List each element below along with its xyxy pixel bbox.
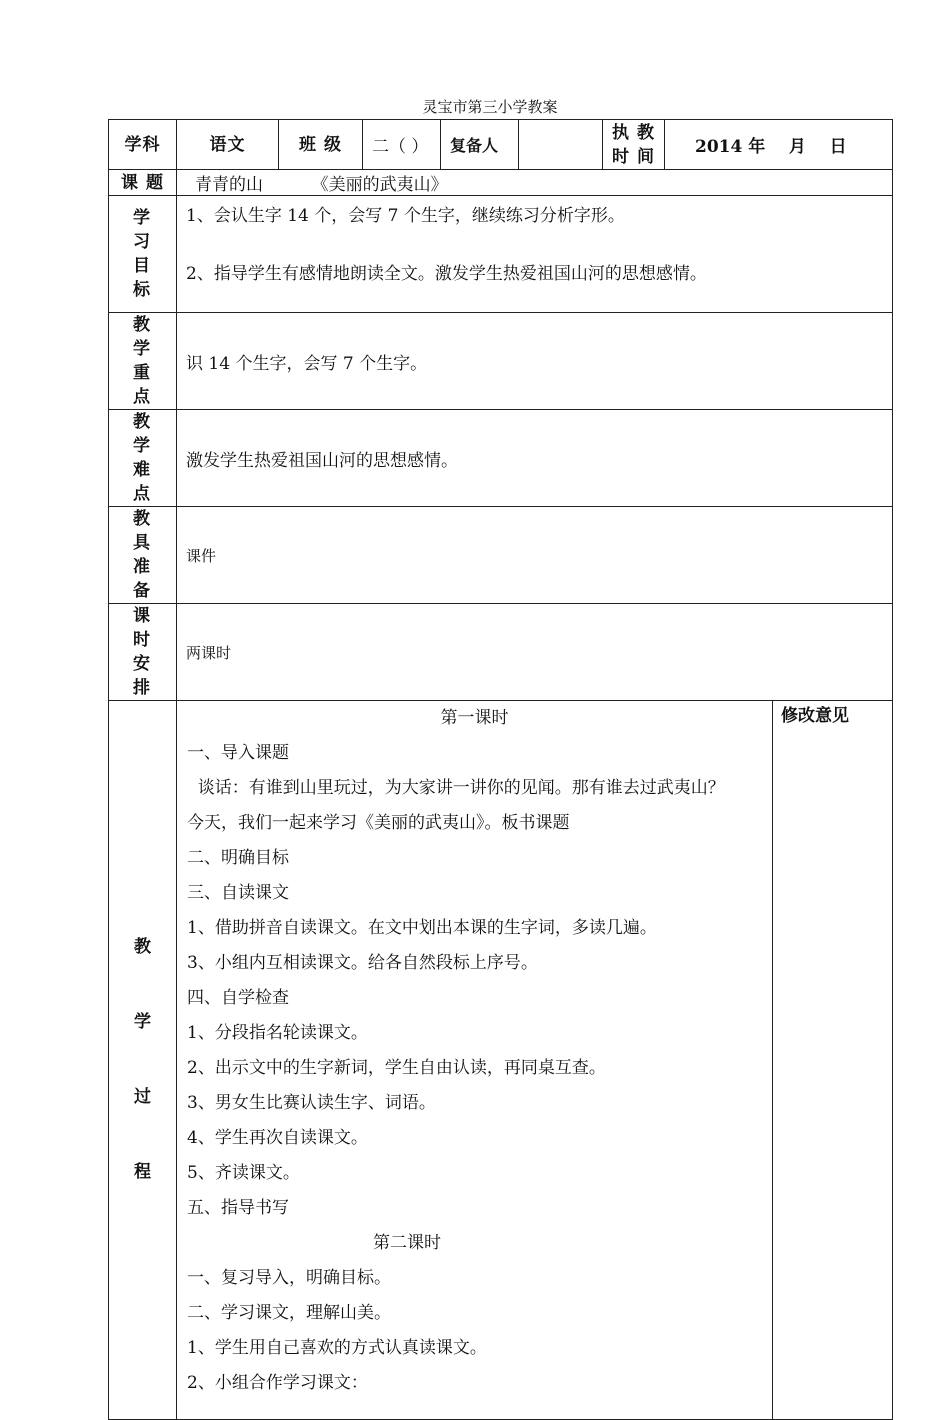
difficulties-label (109, 410, 177, 507)
process-line: 谈话：有谁到山里玩过，为大家讲一讲你的见闻。那有谁去过武夷山？ (187, 778, 725, 798)
tools-label-line-1: 教 具 (133, 509, 164, 553)
teach-time-label (603, 120, 665, 170)
process-label-char: 学 (134, 1012, 151, 1032)
process-line: 4、学生再次自读课文。 (187, 1128, 368, 1148)
topic-row (109, 170, 893, 196)
process-line: 二、学习课文，理解山美。 (187, 1303, 391, 1323)
goals-label-line-2: 目 标 (133, 256, 164, 300)
goals-value (177, 196, 893, 313)
document-title: 灵宝市第三小学教案 (422, 98, 558, 116)
process-line: 2、小组合作学习课文： (187, 1373, 368, 1393)
key-points-label-line-2: 重 点 (133, 363, 164, 407)
tools-label (109, 507, 177, 604)
process-line: 二、明确目标 (187, 848, 289, 868)
difficulties-label-line-2: 难 点 (133, 460, 164, 504)
process-label-char: 过 (134, 1087, 151, 1107)
revision-column (773, 701, 893, 1420)
subject-label: 学科 (109, 120, 177, 170)
process-line: 今天，我们一起来学习《美丽的武夷山》。板书课题 (187, 813, 570, 833)
process-line: 5、齐读课文。 (187, 1163, 300, 1183)
goals-label (109, 196, 177, 313)
revision-header: 修改意见 (781, 706, 849, 726)
prep-value (519, 120, 603, 170)
process-row (109, 701, 893, 1420)
prep-label: 复备人 (441, 120, 519, 170)
process-line: 五、指导书写 (187, 1198, 289, 1218)
process-line: 3、男女生比赛认读生字、词语。 (187, 1093, 436, 1113)
header-row (109, 120, 893, 170)
process-line: 1、学生用自己喜欢的方式认真读课文。 (187, 1338, 487, 1358)
process-label (109, 701, 177, 1420)
tools-label-line-2: 准 备 (133, 557, 164, 601)
difficulties-label-line-1: 教 学 (133, 412, 164, 456)
topic-value: 青青的山 《美丽的武夷山》 (177, 170, 893, 196)
process-line: 2、出示文中的生字新词，学生自由认读，再同桌互查。 (187, 1058, 606, 1078)
class-value: 二（ ） (363, 120, 441, 170)
key-points-label-line-1: 教 学 (133, 315, 164, 359)
goal-item: 1、会认生字 14 个，会写 7 个生字，继续练习分析字形。 (186, 206, 625, 226)
process-line: 1、分段指名轮读课文。 (187, 1023, 368, 1043)
process-line: 四、自学检查 (187, 988, 289, 1008)
lesson-1-heading: 第一课时 (440, 708, 509, 728)
tools-row (109, 507, 893, 604)
teach-time-label-line-1: 执 教 (612, 122, 655, 143)
teach-time-label-line-2: 时 间 (612, 146, 655, 167)
process-line: 一、复习导入，明确目标。 (187, 1268, 391, 1288)
topic-label: 课 题 (109, 170, 177, 196)
goals-row (109, 196, 893, 313)
process-content (177, 701, 773, 1420)
schedule-label (109, 604, 177, 701)
process-label-char: 程 (134, 1162, 151, 1182)
process-line: 一、导入课题 (187, 743, 289, 763)
key-points-value: 识 14 个生字，会写 7 个生字。 (177, 313, 893, 410)
lesson-2-heading: 第二课时 (373, 1233, 441, 1253)
process-line: 1、借助拼音自读课文。在文中划出本课的生字词，多读几遍。 (187, 918, 657, 938)
process-label-char: 教 (134, 937, 151, 957)
key-points-row (109, 313, 893, 410)
process-line: 3、小组内互相读课文。给各自然段标上序号。 (187, 953, 538, 973)
key-points-label (109, 313, 177, 410)
class-label: 班 级 (279, 120, 363, 170)
schedule-label-line-2: 安 排 (133, 654, 164, 698)
tools-value: 课件 (177, 507, 893, 604)
date-value: 2014 年 月 日 (665, 120, 893, 170)
goal-item: 2、指导学生有感情地朗读全文。激发学生热爱祖国山河的思想感情。 (186, 264, 707, 284)
difficulties-value: 激发学生热爱祖国山河的思想感情。 (177, 410, 893, 507)
difficulties-row (109, 410, 893, 507)
lesson-plan-table (108, 119, 893, 1420)
schedule-row (109, 604, 893, 701)
process-line: 三、自读课文 (187, 883, 289, 903)
subject-value: 语文 (177, 120, 279, 170)
goals-label-line-1: 学 习 (133, 208, 164, 252)
schedule-value: 两课时 (177, 604, 893, 701)
schedule-label-line-1: 课 时 (133, 606, 164, 650)
